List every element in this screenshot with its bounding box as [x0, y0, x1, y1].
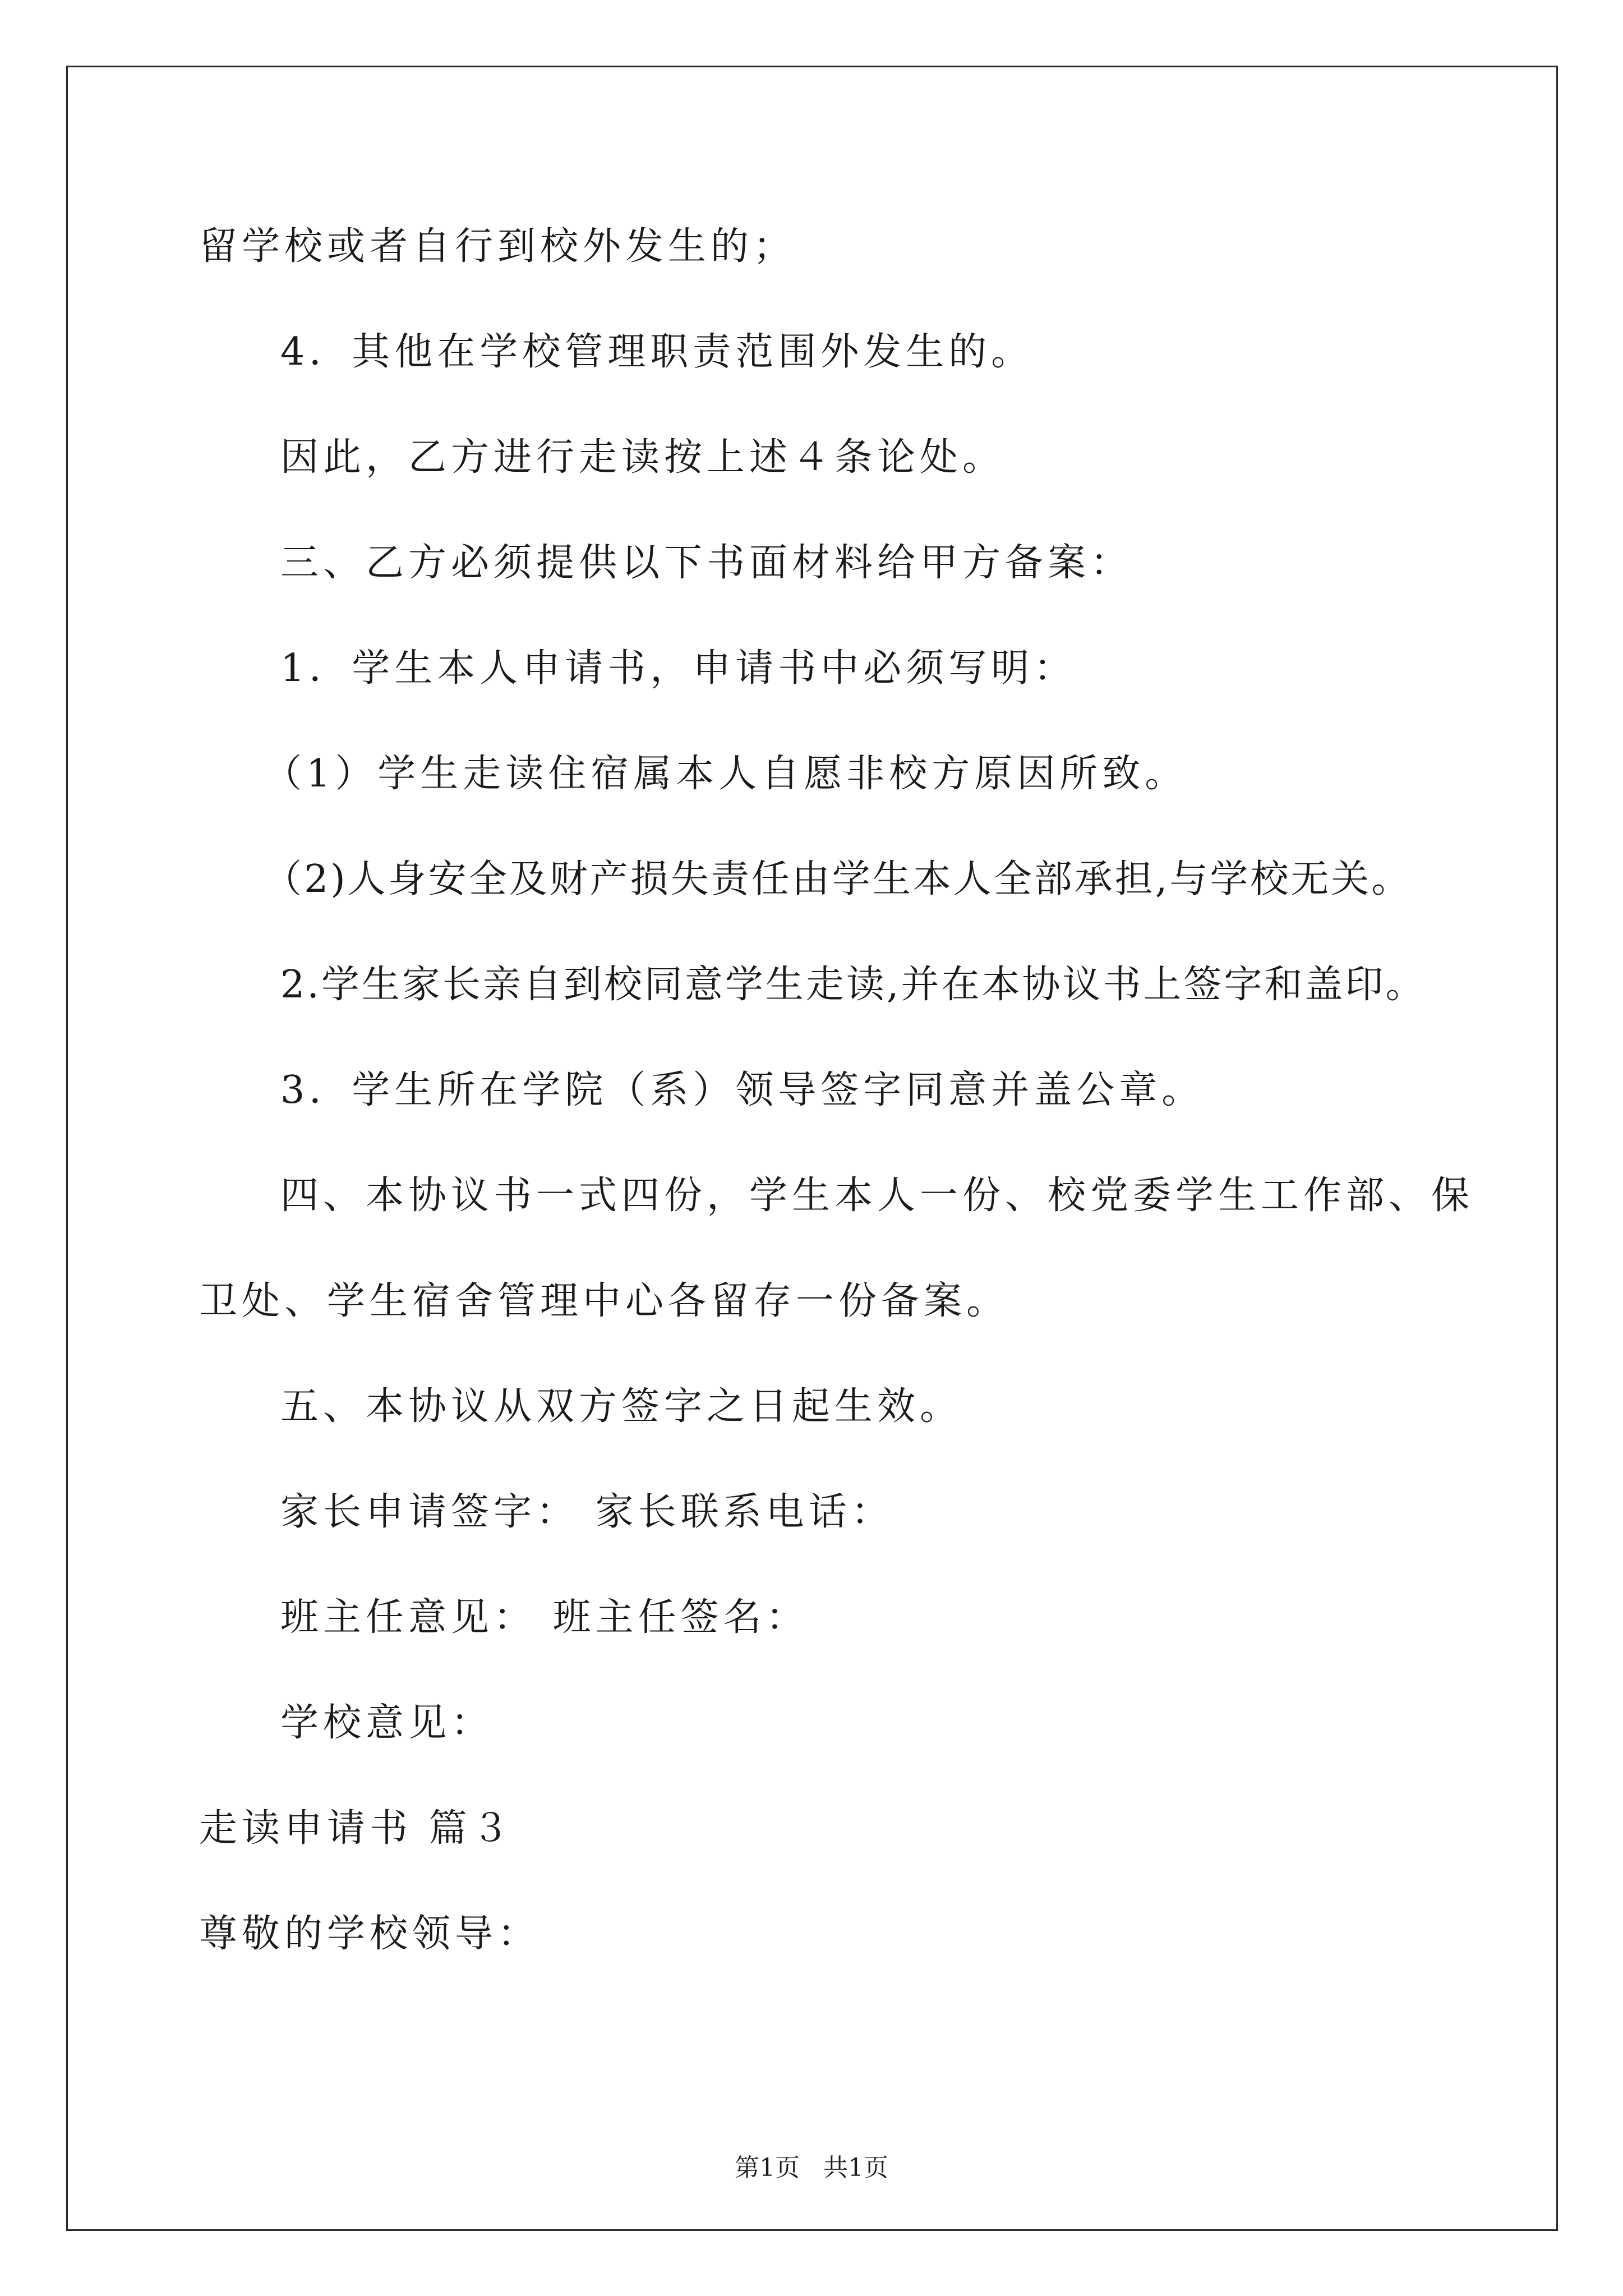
- text-line-10: 四、本协议书一式四份，学生本人一份、校党委学生工作部、保: [280, 1174, 1474, 1218]
- text-line-4: 三、乙方必须提供以下书面材料给甲方备案：: [280, 541, 1133, 585]
- page-footer: 第1页 共1页: [735, 2154, 888, 2182]
- text-line-13: 家长申请签字： 家长联系电话：: [280, 1490, 894, 1534]
- salutation: 尊敬的学校领导：: [199, 1912, 541, 1956]
- text-line-1: 留学校或者自行到校外发生的；: [199, 224, 796, 269]
- text-line-15: 学校意见：: [280, 1701, 494, 1745]
- section-heading: 走读申请书 篇３: [199, 1806, 514, 1851]
- text-line-8: 2.学生家长亲自到校同意学生走读,并在本协议书上签字和盖印。: [280, 963, 1426, 1007]
- page-border: [66, 66, 1558, 2231]
- text-line-6: （1）学生走读住宿属本人自愿非校方原因所致。: [264, 752, 1188, 796]
- text-line-9: 3．学生所在学院（系）领导签字同意并盖公章。: [280, 1068, 1205, 1112]
- text-line-14: 班主任意见： 班主任签名：: [280, 1595, 809, 1640]
- text-line-11: 卫处、学生宿舍管理中心各留存一份备案。: [199, 1279, 1009, 1323]
- text-line-12: 五、本协议从双方签字之日起生效。: [280, 1384, 963, 1429]
- text-line-2: 4．其他在学校管理职责范围外发生的。: [280, 330, 1034, 374]
- text-line-7: （2)人身安全及财产损失责任由学生本人全部承担,与学校无关。: [264, 857, 1412, 901]
- text-line-5: 1．学生本人申请书，申请书中必须写明：: [280, 646, 1077, 691]
- text-line-3: 因此，乙方进行走读按上述４条论处。: [280, 435, 1006, 480]
